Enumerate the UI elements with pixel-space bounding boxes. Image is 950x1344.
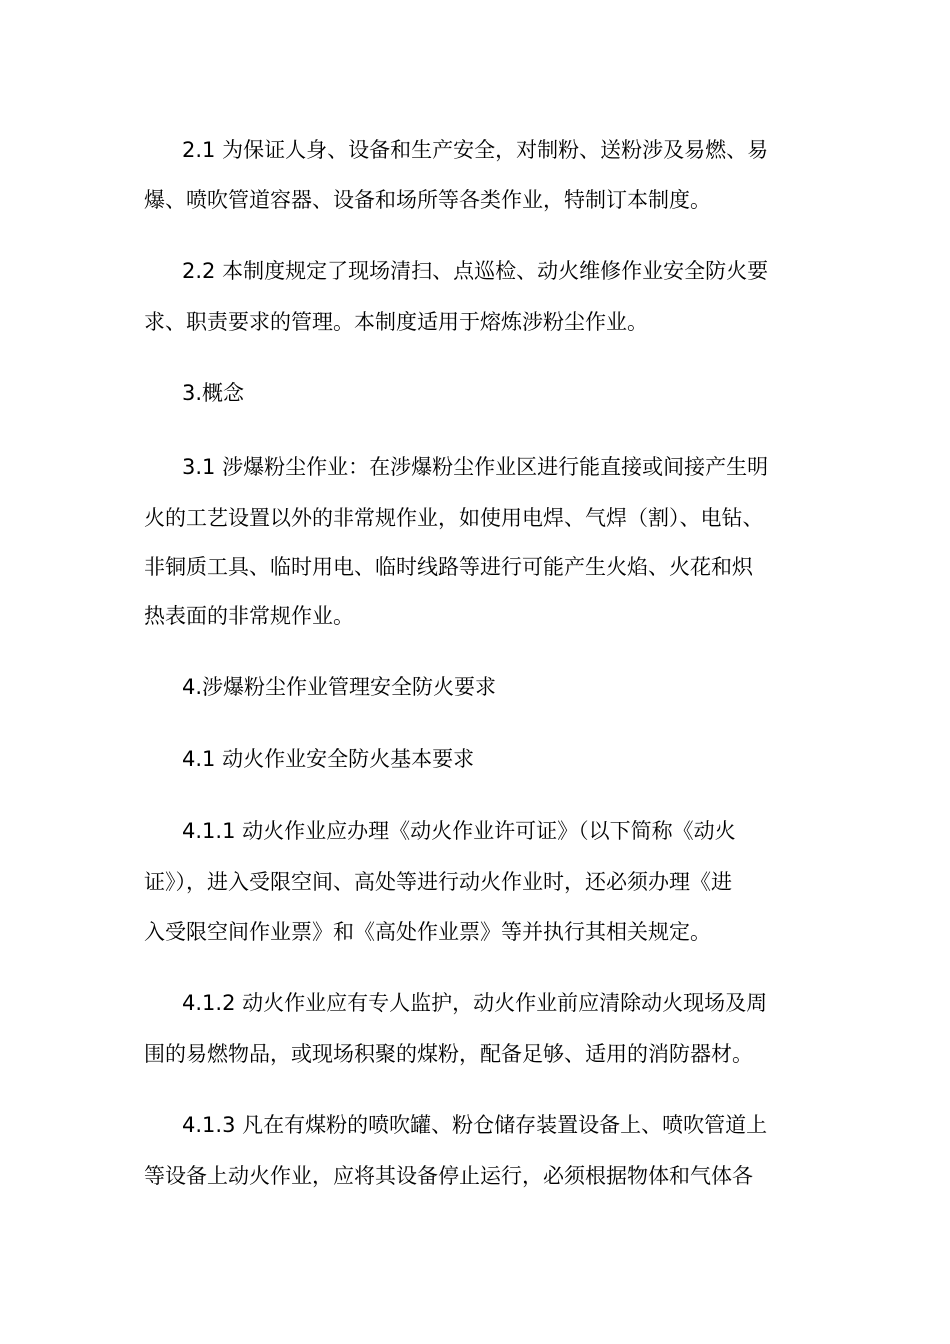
text-line: 4.1.3 凡在有煤粉的喷吹罐、粉仓储存装置设备上、喷吹管道上 (182, 1113, 768, 1137)
text-line: 4.1.2 动火作业应有专人监护，动火作业前应清除动火现场及周 (182, 991, 768, 1015)
text-line: 非铜质工具、临时用电、临时线路等进行可能产生火焰、火花和炽 (144, 555, 753, 579)
heading-text: 3.概念 (182, 381, 245, 405)
text-line: 入受限空间作业票》和《高处作业票》等并执行其相关规定。 (144, 920, 711, 944)
text-line: 围的易燃物品，或现场积聚的煤粉，配备足够、适用的消防器材。 (144, 1042, 753, 1066)
text-line: 3.1 涉爆粉尘作业：在涉爆粉尘作业区进行能直接或间接产生明 (182, 455, 769, 479)
text-line: 等设备上动火作业，应将其设备停止运行，必须根据物体和气体各 (144, 1164, 753, 1188)
text-line: 4.1.1 动火作业应办理《动火作业许可证》（以下简称《动火 (182, 819, 736, 843)
text-line: 2.1 为保证人身、设备和生产安全，对制粉、送粉涉及易燃、易 (182, 138, 769, 162)
heading-text: 4.1 动火作业安全防火基本要求 (182, 747, 475, 771)
text-line: 热表面的非常规作业。 (144, 604, 354, 628)
text-line: 证》），进入受限空间、高处等进行动火作业时，还必须办理《进 (144, 870, 732, 894)
text-line: 求、职责要求的管理。本制度适用于熔炼涉粉尘作业。 (144, 310, 648, 334)
text-line: 爆、喷吹管道容器、设备和场所等各类作业，特制订本制度。 (144, 188, 711, 212)
heading-text: 4.涉爆粉尘作业管理安全防火要求 (182, 675, 497, 699)
text-line: 2.2 本制度规定了现场清扫、点巡检、动火维修作业安全防火要 (182, 259, 769, 283)
text-line: 火的工艺设置以外的非常规作业，如使用电焊、气焊（割）、电钻、 (144, 506, 764, 530)
